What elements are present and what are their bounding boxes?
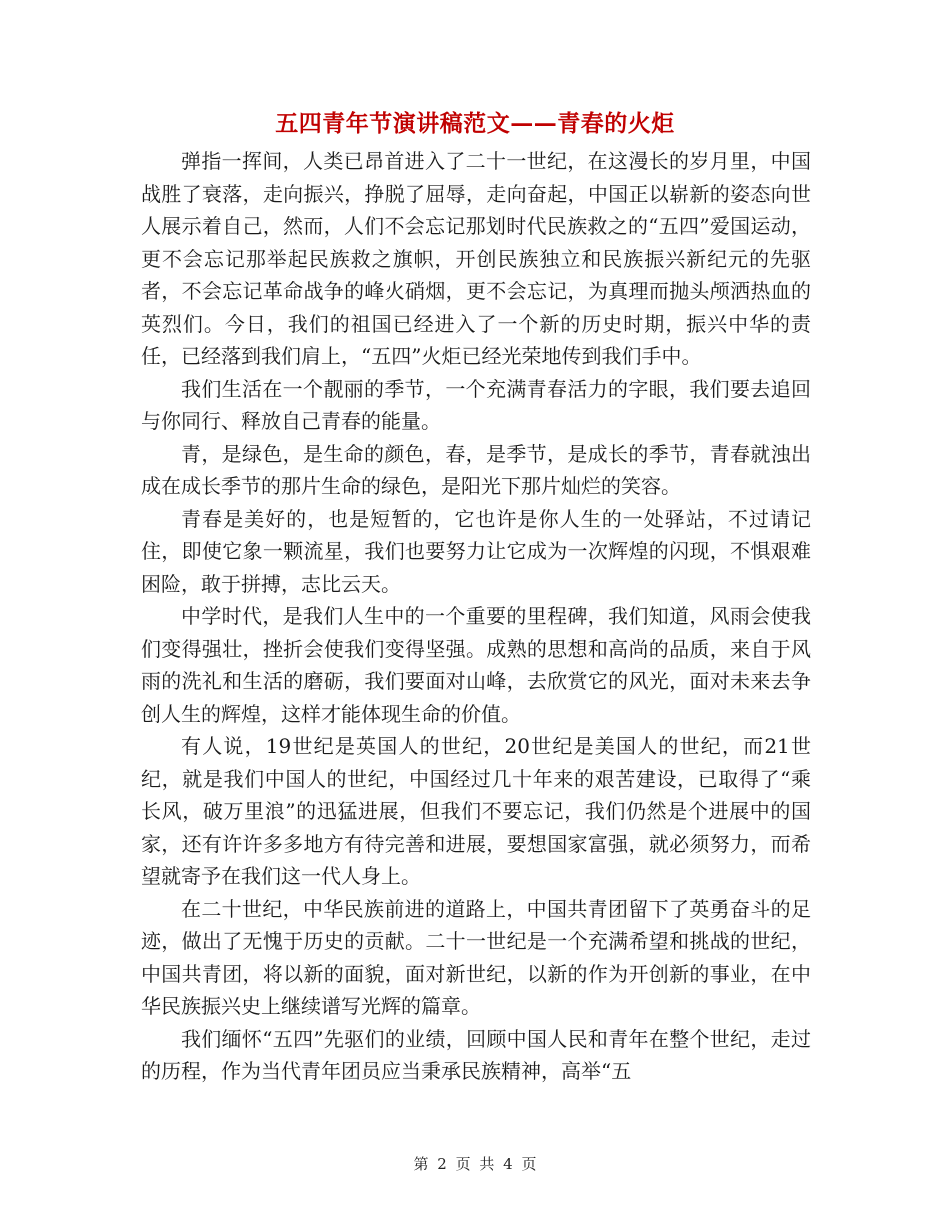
- paragraph: 我们缅怀“五四”先驱们的业绩，回顾中国人民和青年在整个世纪，走过的历程，作为当代青年团员应当秉承民族精神，高举“五: [141, 1026, 811, 1083]
- document-title: 五四青年节演讲稿范文——青春的火炬: [275, 110, 675, 137]
- paragraph: 中学时代，是我们人生中的一个重要的里程碑，我们知道，风雨会使我们变得强壮，挫折会使我们变得坚强。成熟的思想和高尚的品质，来自于风雨的洗礼和生活的磨砺，我们要面对山峰，去欣赏它的风光，面对未来去争创人生的辉煌，这样才能体现生命的价值。: [141, 604, 811, 726]
- paragraph: 在二十世纪，中华民族前进的道路上，中国共青团留下了英勇奋斗的足迹，做出了无愧于历史的贡献。二十一世纪是一个充满希望和挑战的世纪，中国共青团，将以新的面貌，面对新世纪，以新的作为开创新的事业，在中华民族振兴史上继续谱写光辉的篇章。: [141, 896, 811, 1018]
- paragraph: 有人说，19世纪是英国人的世纪，20世纪是美国人的世纪，而21世纪，就是我们中国人的世纪，中国经过几十年来的艰苦建设，已取得了“乘长风，破万里浪”的迅猛进展，但我们不要忘记，我们仍然是个进展中的国家，还有许许多多地方有待完善和进展，要想国家富强，就必须努力，而希望就寄予在我们这一代人身上。: [141, 734, 811, 888]
- paragraph: 青，是绿色，是生命的颜色，春，是季节，是成长的季节，青春就浊出成在成长季节的那片生命的绿色，是阳光下那片灿烂的笑容。: [141, 441, 811, 498]
- paragraph: 我们生活在一个靓丽的季节，一个充满青春活力的字眼，我们要去追回与你同行、释放自己青春的能量。: [141, 376, 811, 433]
- page-footer: 第 2 页 共 4 页: [413, 1155, 537, 1173]
- paragraph: 弹指一挥间，人类已昂首进入了二十一世纪，在这漫长的岁月里，中国战胜了衰落，走向振兴，挣脱了屈辱，走向奋起，中国正以崭新的姿态向世人展示着自己，然而，人们不会忘记那划时代民族救之的“五四”爱国运动，更不会忘记那举起民族救之旗帜，开创民族独立和民族振兴新纪元的先驱者，不会忘记革命战争的峰火硝烟，更不会忘记，为真理而抛头颅洒热血的英烈们。今日，我们的祖国已经进入了一个新的历史时期，振兴中华的责任，已经落到我们肩上，“五四”火炬已经光荣地传到我们手中。: [141, 149, 811, 368]
- document-body: [141, 145, 811, 1088]
- paragraph: 青春是美好的，也是短暂的，它也许是你人生的一处驿站，不过请记住，即使它象一颗流星，我们也要努力让它成为一次辉煌的闪现，不惧艰难困险，敢于拼搏，志比云天。: [141, 506, 811, 596]
